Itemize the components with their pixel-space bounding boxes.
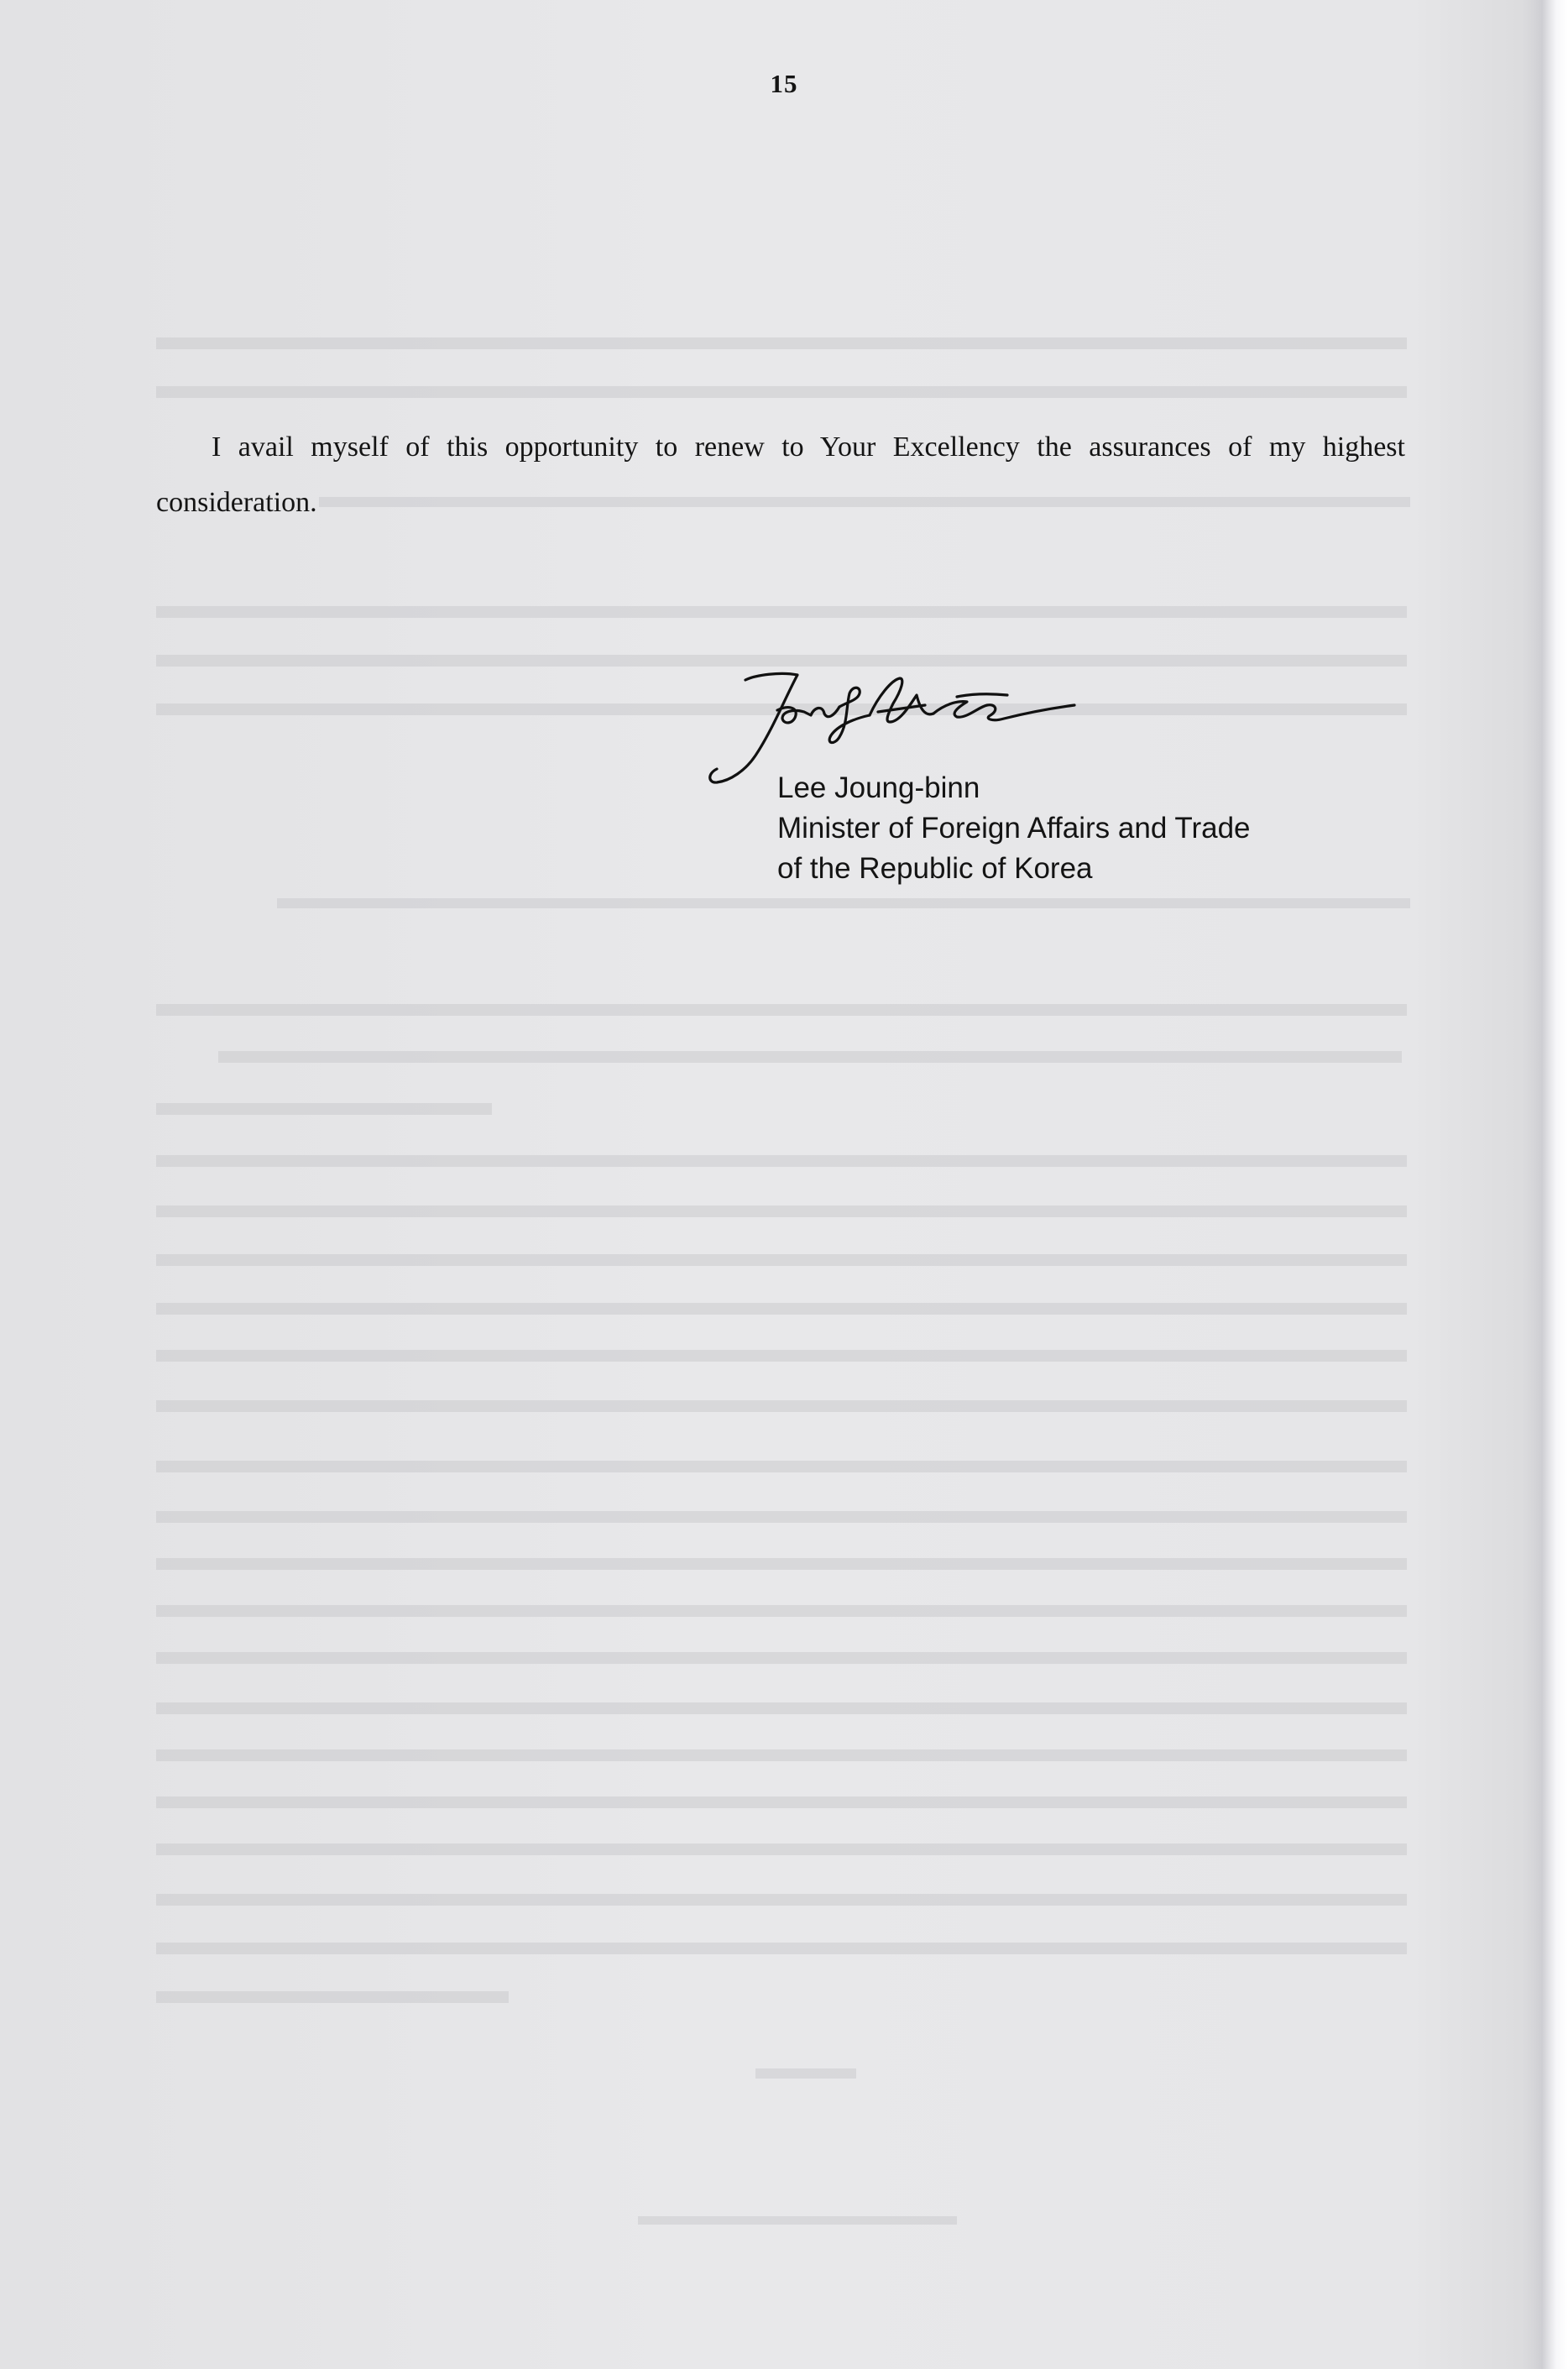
- signatory-block: [777, 768, 1251, 889]
- closing-paragraph: I avail myself of this opportunity to renew to Your Excellency the assurances of my highest consideration.: [156, 431, 1405, 518]
- signatory-title-line1: Minister of Foreign Affairs and Trade: [777, 812, 1251, 845]
- page-edge-shadow: [1521, 0, 1568, 2369]
- signatory-name: Lee Joung-binn: [777, 771, 980, 804]
- signatory-title-line2: of the Republic of Korea: [777, 852, 1093, 885]
- page-number: 15: [770, 69, 798, 98]
